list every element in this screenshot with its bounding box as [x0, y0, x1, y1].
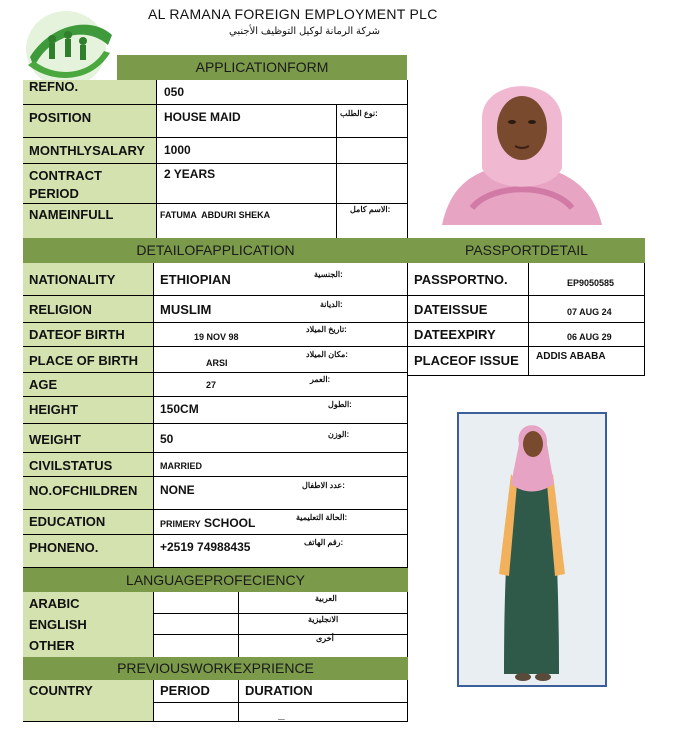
work-country-header: COUNTRY	[29, 683, 93, 698]
contract-label-line1: CONTRACT	[29, 168, 102, 183]
company-name: AL RAMANA FOREIGN EMPLOYMENT PLC	[148, 6, 438, 22]
position-label: POSITION	[29, 110, 92, 125]
place-of-birth-value: ARSI	[206, 358, 228, 368]
place-of-birth-label: PLACE OF BIRTH	[29, 353, 139, 368]
applicant-full-body-photo	[457, 412, 607, 687]
applicant-portrait-photo	[412, 58, 627, 225]
place-of-issue-value: ADDIS ABABA	[536, 351, 606, 362]
ref-no-label: REFNO.	[29, 82, 79, 94]
logo-globe-icon	[20, 5, 115, 90]
civil-status-value: MARRIED	[160, 461, 202, 471]
place-of-issue-label: PLACEOF ISSUE	[414, 353, 519, 368]
age-label: AGE	[29, 377, 58, 392]
education-value	[160, 514, 255, 532]
date-issue-value: 07 AUG 24	[567, 307, 612, 317]
position-arabic: :نوع الطلب	[340, 109, 378, 118]
language-arabic-label: ARABIC	[29, 596, 80, 611]
language-english-arabic: الانجليزية	[308, 615, 339, 624]
contract-value: 2 YEARS	[164, 167, 216, 181]
language-other-label: OTHER	[29, 638, 75, 653]
passport-no-label: PASSPORTNO.	[414, 272, 508, 287]
passport-no-value: EP9050585	[567, 278, 615, 288]
application-form-title: APPLICATIONFORM	[117, 55, 407, 80]
name-arabic: :الاسم كامل	[350, 205, 391, 214]
name-label: NAMEINFULL	[29, 207, 114, 222]
weight-label: WEIGHT	[29, 432, 81, 447]
language-other-arabic: أخرى	[316, 634, 334, 643]
company-name-arabic: شركة الرمانة لوكيل التوظيف الأجنبي	[229, 26, 380, 37]
passport-detail-title: PASSPORTDETAIL	[408, 238, 645, 263]
contract-label-line2: PERIOD	[29, 186, 79, 201]
phone-value: +2519 74988435	[160, 540, 251, 554]
salary-label: MONTHLYSALARY	[29, 143, 146, 158]
religion-value: MUSLIM	[160, 302, 212, 317]
children-label: NO.OFCHILDREN	[29, 483, 138, 498]
age-arabic: :العمر	[310, 375, 331, 384]
contract-label	[29, 167, 102, 203]
work-dash: _	[278, 707, 285, 721]
education-value-school: SCHOOL	[200, 516, 256, 530]
children-value: NONE	[160, 483, 195, 497]
phone-label: PHONENO.	[29, 540, 99, 555]
previous-work-title: PREVIOUSWORKEXPRIENCE	[23, 657, 408, 680]
language-arabic-arabic: العربية	[315, 594, 337, 603]
dob-value: 19 NOV 98	[194, 332, 239, 342]
height-label: HEIGHT	[29, 402, 79, 417]
nationality-label: NATIONALITY	[29, 272, 116, 287]
work-period-header: PERIOD	[160, 683, 210, 698]
civil-status-label: CIVILSTATUS	[29, 458, 113, 473]
name-value: FATUMA ABDURI SHEKA	[160, 210, 271, 220]
height-arabic: :الطول	[328, 400, 352, 409]
date-issue-label: DATEISSUE	[414, 302, 488, 317]
ref-no-value: 050	[164, 85, 185, 99]
education-value-primary: PRIMERY	[160, 519, 201, 529]
nationality-value: ETHIOPIAN	[160, 272, 231, 287]
language-proficiency-title: LANGUAGEPROFECIENCY	[23, 568, 408, 592]
position-value: HOUSE MAID	[164, 110, 241, 124]
salary-value: 1000	[164, 143, 191, 157]
religion-arabic: :الديانة	[320, 300, 343, 309]
language-english-label: ENGLISH	[29, 617, 87, 632]
children-arabic: :عدد الاطفال	[302, 481, 345, 490]
weight-value: 50	[160, 432, 174, 446]
dob-label: DATEOF BIRTH	[29, 327, 125, 342]
phone-arabic: :رقم الهاتف	[304, 538, 344, 547]
work-duration-header: DURATION	[245, 683, 313, 698]
height-value: 150CM	[160, 402, 199, 416]
date-expiry-label: DATEEXPIRY	[414, 327, 496, 342]
education-label: EDUCATION	[29, 514, 106, 529]
age-value: 27	[206, 380, 217, 390]
religion-label: RELIGION	[29, 302, 92, 317]
detail-of-application-title: DETAILOFAPPLICATION	[23, 238, 408, 263]
weight-arabic: :الوزن	[328, 430, 350, 439]
date-expiry-value: 06 AUG 29	[567, 332, 612, 342]
place-of-birth-arabic: :مكان الميلاد	[306, 350, 348, 359]
dob-arabic: :تاريخ الميلاد	[306, 325, 347, 334]
company-logo	[20, 5, 115, 90]
nationality-arabic: :الجنسية	[314, 270, 343, 279]
education-arabic: :الحالة التعليمية	[296, 513, 348, 522]
